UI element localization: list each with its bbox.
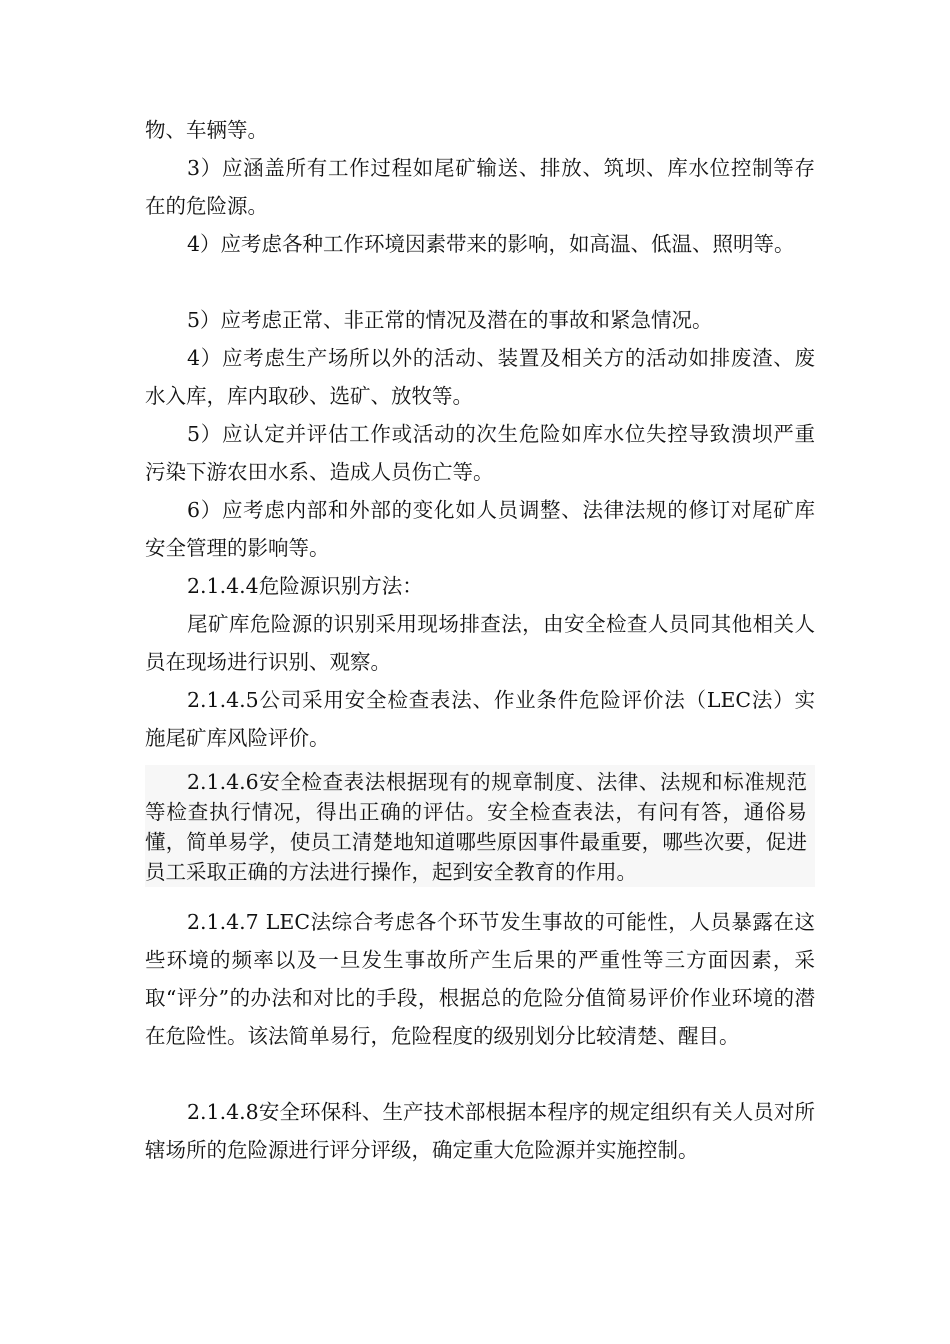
paragraph-item-3: 3）应涵盖所有工作过程如尾矿输送、排放、筑坝、库水位控制等存在的危险源。 [145, 156, 815, 218]
paragraph-item-5b: 5）应认定并评估工作或活动的次生危险如库水位失控导致溃坝严重污染下游农田水系、造成人员伤亡等。 [145, 422, 815, 484]
paragraph-2-1-4-6-shaded: 2.1.4.6安全检查表法根据现有的规章制度、法律、法规和标准规范等检查执行情况，得出正确的评估。安全检查表法，有问有答，通俗易懂，简单易学，使员工清楚地知道哪些原因事件最重要，哪些次要，促进员工采取正确的方法进行操作，起到安全教育的作用。 [145, 765, 815, 887]
paragraph-item-4b: 4）应考虑生产场所以外的活动、装置及相关方的活动如排废渣、废水入库，库内取砂、选矿、放牧等。 [145, 346, 815, 408]
paragraph-item-4: 4）应考虑各种工作环境因素带来的影响，如高温、低温、照明等。 [187, 232, 795, 256]
paragraph-2-1-4-5: 2.1.4.5公司采用安全检查表法、作业条件危险评价法（LEC法）实施尾矿库风险评价。 [145, 688, 815, 750]
paragraph-2-1-4-8: 2.1.4.8安全环保科、生产技术部根据本程序的规定组织有关人员对所辖场所的危险源进行评分评级，确定重大危险源并实施控制。 [145, 1100, 815, 1162]
paragraph-2-1-4-7: 2.1.4.7 LEC法综合考虑各个环节发生事故的可能性，人员暴露在这些环境的频率以及一旦发生事故所产生后果的严重性等三方面因素，采取“评分”的办法和对比的手段，根据总的危险分值简易评价作业环境的潜在危险性。该法简单易行，危险程度的级别划分比较清楚、醒目。 [145, 910, 815, 1048]
paragraph-identification-method: 尾矿库危险源的识别采用现场排查法，由安全检查人员同其他相关人员在现场进行识别、观察。 [145, 612, 815, 674]
paragraph-item-5: 5）应考虑正常、非正常的情况及潜在的事故和紧急情况。 [187, 308, 713, 332]
paragraph-continuation: 物、车辆等。 [145, 118, 268, 142]
section-heading-2-1-4-4: 2.1.4.4危险源识别方法： [187, 574, 423, 598]
paragraph-item-6: 6）应考虑内部和外部的变化如人员调整、法律法规的修订对尾矿库安全管理的影响等。 [145, 498, 815, 560]
